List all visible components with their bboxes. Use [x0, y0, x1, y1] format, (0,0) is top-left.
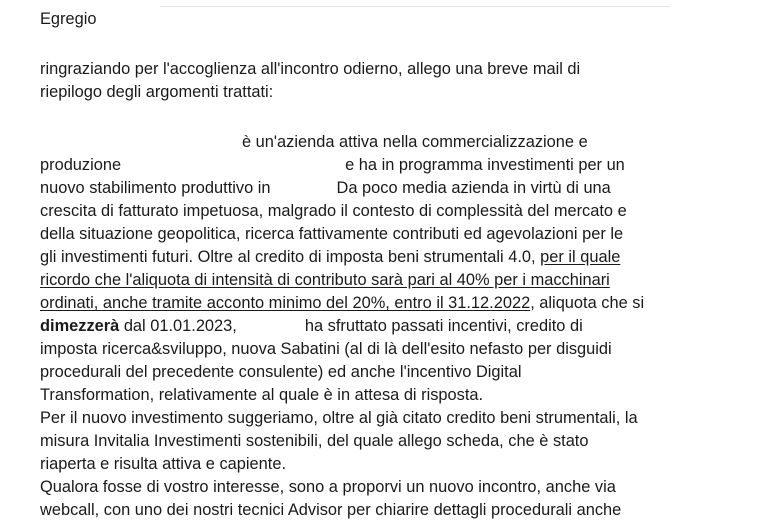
- body-line-17: webcall, con uno dei nostri tecnici Advisor per chiarire dettagli procedurali anche: [40, 501, 622, 519]
- body-line-16: Qualora fosse di vostro interesse, sono a proporvi un nuovo incontro, anche via: [40, 478, 616, 496]
- body-text: e ha in programma investimenti per un: [345, 156, 625, 174]
- body-text: dal 01.01.2023,: [119, 317, 237, 335]
- underlined-text: ordinati, anche tramite acconto minimo del 20%, entro il 31.12.2022: [40, 294, 531, 312]
- body-line-3: [40, 177, 760, 200]
- body-line-15: riaperta e risulta attiva e capiente.: [40, 455, 286, 473]
- body-line-11: procedurali del precedente consulente) ed anche l'incentivo Digital: [40, 363, 522, 381]
- body-text: Da poco media azienda in virtù di una: [336, 179, 611, 197]
- body-line-4: crescita di fatturato impetuosa, malgrado il contesto di complessità del mercato e: [40, 202, 627, 220]
- body-line-13: Per il nuovo investimento suggeriamo, oltre al già citato credito beni strumentali, la: [40, 409, 638, 427]
- body-text: gli investimenti futuri. Oltre al credito di imposta beni strumentali 4.0,: [40, 248, 541, 266]
- intro-line-2: riepilogo degli argomenti trattati:: [40, 83, 274, 101]
- salutation: Egregio: [40, 10, 97, 28]
- email-body: [40, 8, 760, 522]
- body-line-10: imposta ricerca&sviluppo, nuova Sabatini (al di là dell'esito nefasto per disguidi: [40, 340, 612, 358]
- body-line-5: della situazione geopolitica, ricerca fattivamente contributi ed agevolazioni per le: [40, 225, 624, 243]
- body-text: ha sfruttato passati incentivi, credito di: [304, 317, 583, 335]
- intro-line-1: ringraziando per l'accoglienza all'incontro odierno, allego una breve mail di: [40, 60, 581, 78]
- body-text: è un'azienda attiva nella commercializzazione e: [242, 133, 588, 151]
- body-line-9: [40, 315, 760, 338]
- body-text: nuovo stabilimento produttivo in: [40, 179, 271, 197]
- body-line-1: [40, 131, 760, 154]
- header-divider: [160, 6, 670, 7]
- body-line-14: misura Invitalia Investimenti sostenibili, del quale allego scheda, che è stato: [40, 432, 589, 450]
- body-line-12: Transformation, relativamente al quale è in attesa di risposta.: [40, 386, 484, 404]
- body-line-8: [40, 292, 760, 315]
- body-line-2: [40, 154, 760, 177]
- underlined-text: per il quale: [540, 248, 621, 266]
- underlined-text: ricordo che l'aliquota di intensità di contributo sarà pari al 40% per i macchinari: [40, 271, 610, 289]
- bold-text: dimezzerà: [40, 317, 120, 335]
- body-text: , aliquota che si: [530, 294, 645, 312]
- body-line-7: [40, 269, 760, 292]
- body-text: produzione: [40, 156, 122, 174]
- body-line-6: [40, 246, 760, 269]
